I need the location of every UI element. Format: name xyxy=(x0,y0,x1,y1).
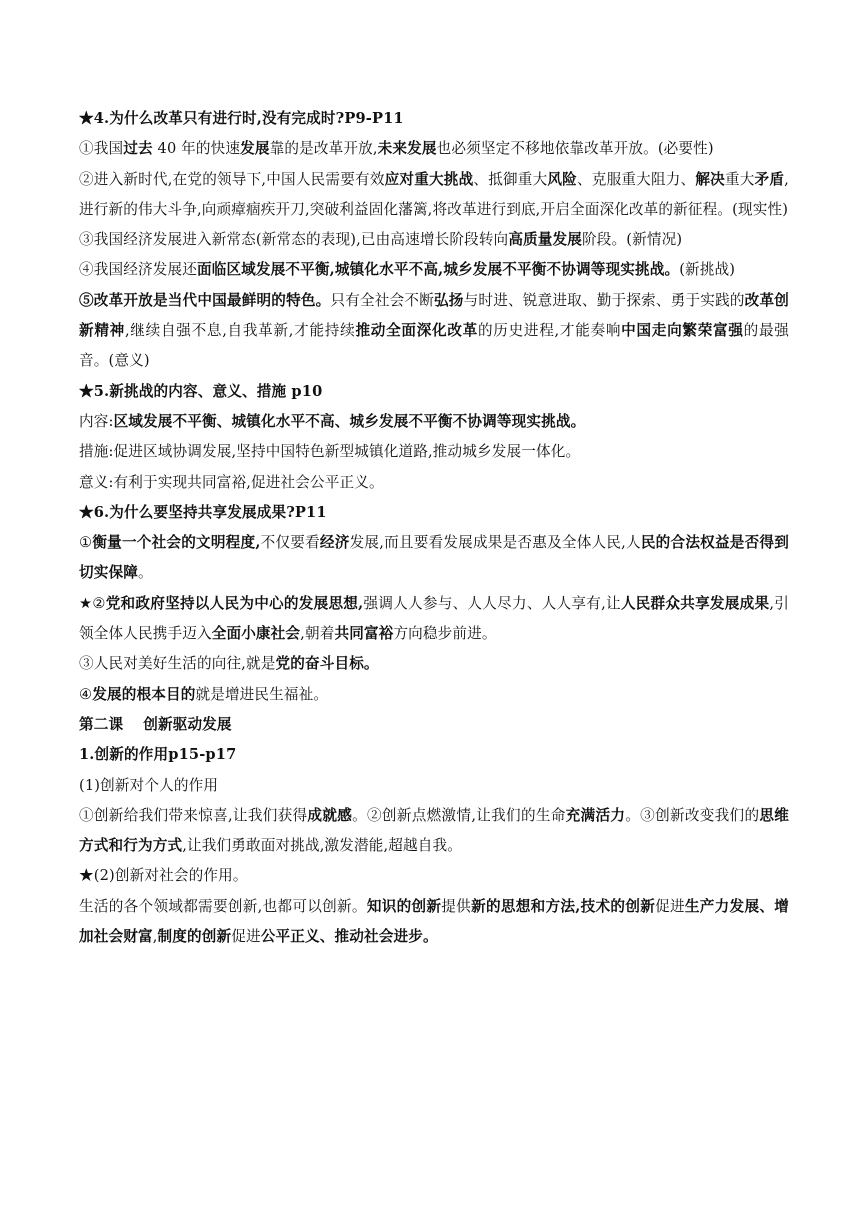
bold-text-run: 制度的创新 xyxy=(157,928,232,946)
text-run: ②进入新时代,在党的领导下,中国人民需要有效 xyxy=(79,170,385,188)
paragraph xyxy=(79,437,789,467)
bold-text-run: 充满活力 xyxy=(565,806,626,824)
text-run: ★(2)创新对社会的作用。 xyxy=(79,867,248,885)
text-run: ,继续自强不息,自我革新,才能持续 xyxy=(124,322,356,340)
bold-text-run: 知识的创新 xyxy=(366,897,442,915)
bold-text-run: 过去 xyxy=(123,140,153,158)
paragraph xyxy=(79,165,789,226)
bold-text-run: 人民群众共享发展成果 xyxy=(620,594,770,612)
bold-text-run: 风险 xyxy=(547,170,577,188)
text-run: 与时进、锐意进取、勤于探索、勇于实践的 xyxy=(463,291,745,309)
text-run: 也必须坚定不移地依靠改革开放。(必要性) xyxy=(436,140,714,158)
bold-text-run: 高质量发展 xyxy=(508,231,583,249)
paragraph xyxy=(79,710,789,740)
paragraph xyxy=(79,255,789,285)
paragraph xyxy=(79,528,789,589)
bold-text-run: 生产力发展、增加社会财富 xyxy=(79,897,789,946)
bold-text-run: ★4.为什么改革只有进行时,没有完成时?P9-P11 xyxy=(79,110,404,127)
paragraph xyxy=(79,680,789,710)
paragraph xyxy=(79,134,789,164)
bold-text-run: 1.创新的作用p15-p17 xyxy=(79,746,237,764)
bold-text-run: 党的奋斗目标。 xyxy=(275,655,379,673)
text-run: 、克服重大阻力、 xyxy=(576,170,696,188)
bold-text-run: 区域发展不平衡、城镇化水平不高、城乡发展不平衡不协调等现实挑战。 xyxy=(113,412,586,430)
bold-text-run: 公平正义、推动社会进步。 xyxy=(260,928,438,946)
text-run: 强调人人参与、人人尽力、人人享有,让 xyxy=(363,594,621,612)
text-run: 、抵御重大 xyxy=(473,170,548,188)
text-run: , xyxy=(152,928,158,946)
text-run: 方向稳步前进。 xyxy=(393,625,497,643)
paragraph xyxy=(79,801,789,862)
bold-text-run: 面临区域发展不平衡,城镇化水平不高,城乡发展不平衡不协调等现实挑战。 xyxy=(196,261,680,279)
text-run: 阶段。(新情况) xyxy=(582,231,683,249)
paragraph xyxy=(79,498,789,528)
paragraph xyxy=(79,104,789,134)
text-run: (新挑战) xyxy=(679,261,736,279)
bold-text-run: 发展 xyxy=(240,140,270,158)
bold-text-run: 成就感 xyxy=(307,806,353,824)
text-run: ,引领全体人民携手迈入 xyxy=(79,594,789,643)
text-run: 促进 xyxy=(655,897,685,915)
paragraph xyxy=(79,286,789,377)
text-run: ①创新给我们带来惊喜,让我们获得 xyxy=(79,806,308,824)
document-body xyxy=(79,104,789,952)
paragraph xyxy=(79,861,789,891)
bold-text-run: 思维方式和行为方式 xyxy=(79,806,790,855)
text-run: 促进 xyxy=(231,928,261,946)
bold-text-run: ★6.为什么要坚持共享发展成果?P11 xyxy=(79,503,327,521)
text-run: 的最强音。(意义) xyxy=(79,322,790,370)
bold-text-run: 新的思想和方法,技术的创新 xyxy=(471,897,656,915)
text-run: 。③创新改变我们的 xyxy=(625,806,760,824)
text-run: (1)创新对个人的作用 xyxy=(79,776,219,794)
text-run: ★② xyxy=(79,594,106,612)
bold-text-run: 矛盾 xyxy=(754,170,785,188)
text-run: 发展,而且要看发展成果是否惠及全体人民,人 xyxy=(349,534,641,552)
bold-text-run: 解决 xyxy=(695,170,725,188)
paragraph xyxy=(79,771,789,801)
text-run: 。 xyxy=(137,564,153,582)
paragraph xyxy=(79,649,789,679)
bold-text-run: 未来发展 xyxy=(377,140,437,158)
paragraph xyxy=(79,468,789,498)
bold-text-run: 经济 xyxy=(319,534,350,552)
paragraph xyxy=(79,225,789,255)
text-run: 只有全社会不断 xyxy=(330,291,435,309)
bold-text-run: 发展的根本目的 xyxy=(92,685,196,703)
bold-text-run: 全面小康社会 xyxy=(211,625,301,643)
paragraph xyxy=(79,377,789,407)
text-run: 重大 xyxy=(724,170,755,188)
bold-text-run: ★5.新挑战的内容、意义、措施 p10 xyxy=(79,382,323,400)
text-run: ,让我们勇敢面对挑战,激发潜能,超越自我。 xyxy=(182,837,462,855)
bold-text-run: 弘扬 xyxy=(434,291,464,309)
bold-text-run: 衡量一个社会的文明程度, xyxy=(92,534,261,552)
bold-text-run: 推动全面深化改革 xyxy=(355,322,478,340)
bold-text-run: 第二课 创新驱动发展 xyxy=(79,715,232,733)
text-run: 。②创新点燃激情,让我们的生命 xyxy=(352,806,566,824)
text-run: ③我国经济发展进入新常态(新常态的表现),已由高速增长阶段转向 xyxy=(79,231,509,249)
paragraph xyxy=(79,740,789,770)
text-run: 就是增进民生福祉。 xyxy=(195,685,329,703)
text-run: ,朝着 xyxy=(300,625,335,643)
bold-text-run: 民的合法权益是否得到切实保障 xyxy=(79,534,789,582)
text-run: ① xyxy=(79,534,93,552)
text-run: 不仅要看 xyxy=(260,534,320,552)
text-run: ,进行新的伟大斗争,向顽瘴痼疾开刀,突破利益固化藩篱,将改革进行到底,开启全面深化改革的新征程。(现实性) xyxy=(79,170,789,218)
bold-text-run: 党和政府坚持以人民为中心的发展思想, xyxy=(105,594,364,612)
text-run: ④我国经济发展还 xyxy=(79,261,197,279)
bold-text-run: 应对重大挑战 xyxy=(384,170,474,188)
text-run: 的历史进程,才能奏响 xyxy=(477,322,622,340)
text-run: 内容: xyxy=(79,412,114,430)
text-run: 靠的是改革开放, xyxy=(269,140,378,158)
text-run: ④ xyxy=(79,685,93,703)
text-run: ①我国 xyxy=(79,140,124,158)
bold-text-run: ⑤改革开放是当代中国最鲜明的特色。 xyxy=(79,291,331,309)
bold-text-run: 中国走向繁荣富强 xyxy=(621,322,744,340)
text-run: 40 年的快速 xyxy=(152,140,241,158)
paragraph xyxy=(79,892,789,953)
bold-text-run: 共同富裕 xyxy=(334,625,394,643)
text-run: ③人民对美好生活的向往,就是 xyxy=(79,655,276,673)
text-run: 生活的各个领域都需要创新,也都可以创新。 xyxy=(79,897,367,915)
text-run: 意义:有利于实现共同富裕,促进社会公平正义。 xyxy=(79,473,384,491)
text-run: 措施:促进区域协调发展,坚持中国特色新型城镇化道路,推动城乡发展一体化。 xyxy=(79,443,581,461)
paragraph xyxy=(79,407,789,437)
text-run: 提供 xyxy=(441,897,472,915)
bold-text-run: 改革创新精神 xyxy=(79,291,789,340)
paragraph xyxy=(79,589,789,650)
